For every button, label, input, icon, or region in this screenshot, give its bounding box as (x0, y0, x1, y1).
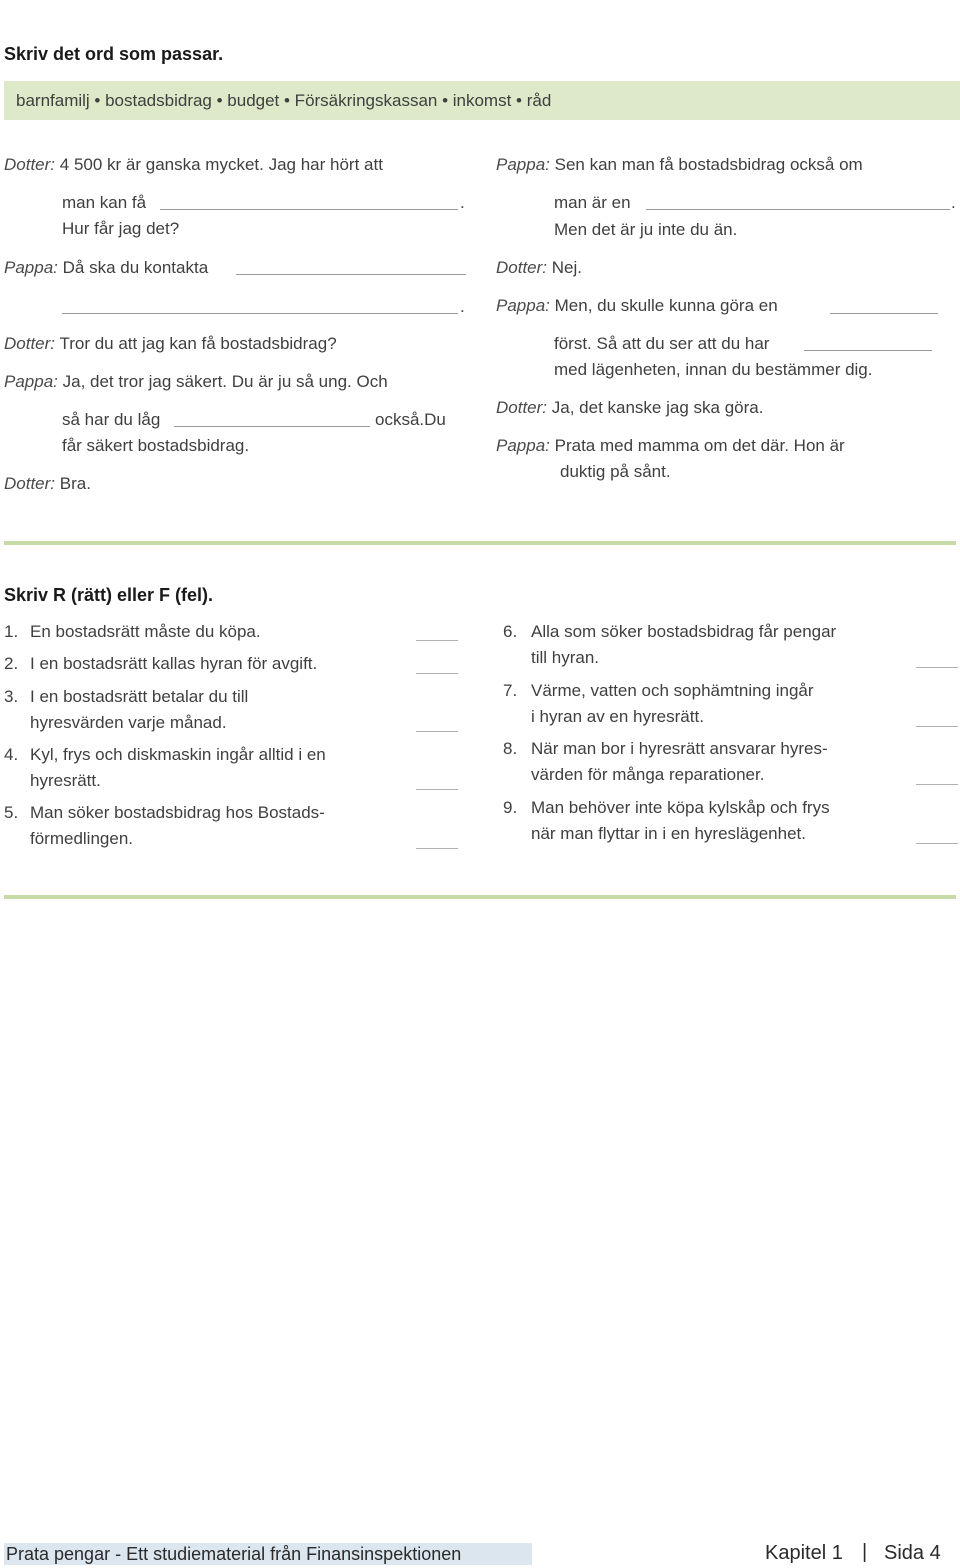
speaker-label: Pappa: (4, 372, 58, 391)
dialogue-line: Men, du skulle kunna göra en (554, 296, 778, 315)
answer-blank[interactable] (646, 209, 950, 210)
dialogue-line: först. Så att du ser att du har (554, 334, 770, 353)
section-divider (4, 541, 956, 545)
speaker-label: Dotter: (4, 474, 56, 493)
statement-text: hyresvärden varje månad. (30, 713, 227, 732)
statement-text: Värme, vatten och sophämtning ingår (531, 681, 814, 700)
dialogue-line: också.Du (375, 410, 446, 429)
dialogue-line: 4 500 kr är ganska mycket. Jag har hört att (59, 155, 383, 174)
dialogue-line: Prata med mamma om det där. Hon är (554, 436, 845, 455)
answer-blank[interactable] (62, 313, 458, 314)
statement-text: Alla som söker bostadsbidrag får pengar (531, 622, 837, 641)
dialogue-line: Nej. (551, 258, 582, 277)
speaker-label: Pappa: (4, 258, 58, 277)
statement-text: i hyran av en hyresrätt. (531, 707, 704, 726)
speaker-label: Dotter: (4, 334, 56, 353)
statement-text: Kyl, frys och diskmaskin ingår alltid i en (30, 745, 326, 764)
answer-blank-8[interactable] (916, 784, 958, 785)
answer-blank-1[interactable] (416, 640, 458, 641)
statement-text: värden för många reparationer. (531, 765, 765, 784)
footer-title-box (4, 1543, 532, 1565)
dialogue-line: Sen kan man få bostadsbidrag också om (554, 155, 863, 174)
statement-text: när man flyttar in i en hyreslägenhet. (531, 824, 806, 843)
answer-blank-5[interactable] (416, 848, 458, 849)
footer-title: Prata pengar - Ett studiematerial från Finansinspektionen (6, 1544, 462, 1564)
speaker-label: Pappa: (496, 296, 550, 315)
footer-page: Sida 4 (884, 1542, 941, 1564)
dialogue-line: Ja, det kanske jag ska göra. (551, 398, 764, 417)
answer-blank[interactable] (830, 313, 938, 314)
statement-text: När man bor i hyresrätt ansvarar hyres- (531, 739, 828, 758)
statement-text: till hyran. (531, 648, 600, 667)
speaker-label: Pappa: (496, 155, 550, 174)
footer-separator: | (862, 1541, 868, 1563)
statement-number: 9. (503, 798, 518, 817)
exercise-heading-2: Skriv R (rätt) eller F (fel). (4, 585, 214, 605)
answer-blank[interactable] (804, 350, 932, 351)
dialogue-line: Ja, det tror jag säkert. Du är ju så ung. Och (62, 372, 388, 391)
answer-blank[interactable] (236, 274, 466, 275)
statement-number: 6. (503, 622, 518, 641)
answer-blank-2[interactable] (416, 673, 458, 674)
statement-number: 8. (503, 739, 518, 758)
dialogue-punct: . (460, 297, 465, 316)
dialogue-line: så har du låg (62, 410, 161, 429)
dialogue-line: man kan få (62, 193, 147, 212)
word-bank (4, 81, 960, 120)
footer-chapter: Kapitel 1 (765, 1542, 843, 1564)
dialogue-line: får säkert bostadsbidrag. (62, 436, 250, 455)
statement-text: hyresrätt. (30, 771, 101, 790)
statement-text: Man behöver inte köpa kylskåp och frys (531, 798, 830, 817)
dialogue-line: man är en (554, 193, 631, 212)
speaker-label: Dotter: (496, 258, 548, 277)
dialogue-punct: . (460, 193, 465, 212)
answer-blank-9[interactable] (916, 843, 958, 844)
dialogue-line: Men det är ju inte du än. (554, 220, 738, 239)
dialogue-line: Hur får jag det? (62, 219, 180, 238)
word-bank-text: barnfamilj • bostadsbidrag • budget • Försäkringskassan • inkomst • råd (16, 91, 552, 110)
statement-number: 5. (4, 803, 19, 822)
statement-number: 7. (503, 681, 518, 700)
statement-number: 1. (4, 622, 19, 641)
exercise-heading-1: Skriv det ord som passar. (4, 44, 224, 64)
statement-text: Man söker bostadsbidrag hos Bostads- (30, 803, 325, 822)
answer-blank-7[interactable] (916, 726, 958, 727)
statement-text: I en bostadsrätt betalar du till (30, 687, 249, 706)
dialogue-line: duktig på sånt. (560, 462, 671, 481)
section-divider (4, 895, 956, 899)
dialogue-line: Bra. (59, 474, 91, 493)
statement-number: 4. (4, 745, 19, 764)
speaker-label: Pappa: (496, 436, 550, 455)
answer-blank-3[interactable] (416, 731, 458, 732)
dialogue-line: Tror du att jag kan få bostadsbidrag? (59, 334, 337, 353)
answer-blank[interactable] (160, 209, 458, 210)
answer-blank[interactable] (174, 426, 370, 427)
dialogue-line: Då ska du kontakta (62, 258, 209, 277)
statement-text: En bostadsrätt måste du köpa. (30, 622, 261, 641)
statement-text: förmedlingen. (30, 829, 134, 848)
statement-number: 2. (4, 654, 19, 673)
dialogue-line: med lägenheten, innan du bestämmer dig. (554, 360, 873, 379)
answer-blank-4[interactable] (416, 789, 458, 790)
statement-text: I en bostadsrätt kallas hyran för avgift. (30, 654, 318, 673)
speaker-label: Dotter: (4, 155, 56, 174)
speaker-label: Dotter: (496, 398, 548, 417)
dialogue-punct: . (951, 193, 956, 212)
answer-blank-6[interactable] (916, 667, 958, 668)
statement-number: 3. (4, 687, 19, 706)
